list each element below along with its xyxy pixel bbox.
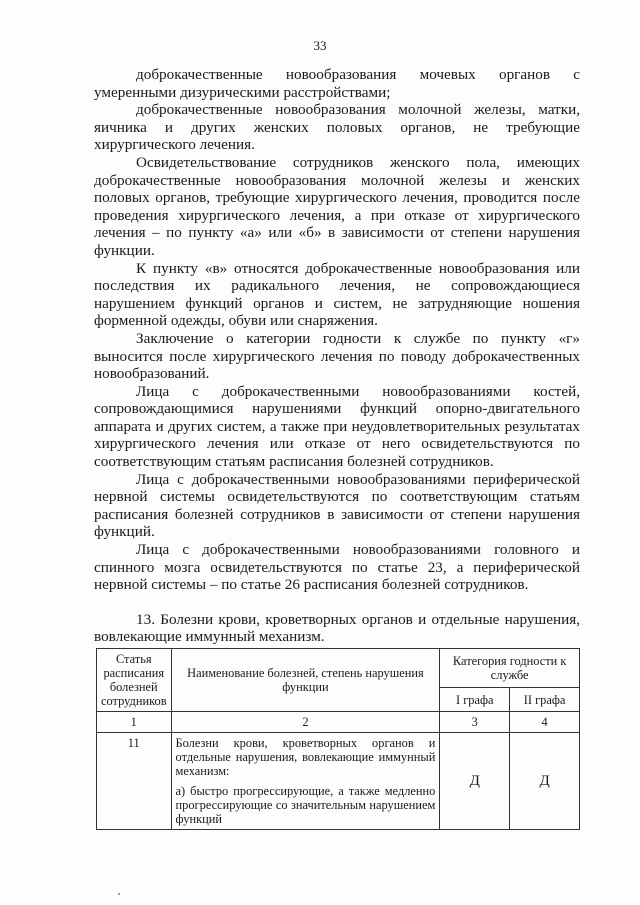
index-cell: 3: [440, 712, 510, 733]
index-cell: 4: [510, 712, 580, 733]
index-cell: 1: [97, 712, 172, 733]
scan-speck: [118, 893, 120, 895]
paragraph: Лица с доброкачественными новообразованиями периферической нервной системы освидетельствуются по соответствующим статьям расписания болезней сотрудников в зависимости от степени нарушения функций.: [94, 470, 580, 541]
header-category: Категория годности к службе: [440, 649, 580, 688]
header-disease-name: Наименование болезней, степень нарушения функции: [171, 649, 440, 712]
header-column-1: I графа: [440, 688, 510, 712]
paragraph: доброкачественные новообразования молочной железы, матки, яичника и других женских половых органов, не требующие хирургического лечения.: [94, 101, 580, 154]
page-number: 33: [313, 38, 327, 53]
row-category-2: Д: [510, 733, 580, 830]
section-heading: 13. Болезни крови, кроветворных органов и отдельные нарушения, вовлекающие иммунный механизм.: [94, 610, 580, 646]
table-row: [97, 733, 580, 830]
row-article: 11: [97, 733, 172, 830]
paragraph: Лица с доброкачественными новообразованиями головного и спинного мозга освидетельствуются по статье 23, а периферической нервной системы – по статье 26 расписания болезней сотрудников.: [94, 541, 580, 594]
document-body: [94, 66, 580, 646]
paragraph: Освидетельствование сотрудников женского пола, имеющих доброкачественные новообразования молочной железы и женских половых органов, требующие хирургического лечения, проводится после проведения хирургического лечения, а при отказе от хирургического лечения – по пункту «а» или «б» в зависимости от степени нарушения функции.: [94, 153, 580, 259]
paragraph: доброкачественные новообразования мочевых органов с умеренными дизурическими расстройствами;: [94, 66, 580, 101]
table-index-row: [97, 712, 580, 733]
row-disease-name: [171, 733, 440, 830]
header-column-2: II графа: [510, 688, 580, 712]
row-category-1: Д: [440, 733, 510, 830]
table-header-row: [97, 649, 580, 688]
paragraph: К пункту «в» относятся доброкачественные новообразования или последствия их радикального лечения, не сопровождающиеся нарушением функций органов и систем, не затрудняющие ношения форменной одежды, обуви или снаряжения.: [94, 259, 580, 330]
paragraph: Заключение о категории годности к службе по пункту «г» выносится после хирургического лечения по поводу доброкачественных новообразований.: [94, 329, 580, 383]
disease-table: [96, 648, 580, 830]
row-name-intro: Болезни крови, кроветворных органов и отдельные нарушения, вовлекающие иммунный механизм:: [175, 736, 436, 778]
header-article: Статья расписания болезней сотрудников: [97, 649, 172, 712]
index-cell: 2: [171, 712, 440, 733]
row-name-item-a: а) быстро прогрессирующие, а также медленно прогрессирующие со значительным нарушением функций: [175, 784, 436, 826]
paragraph: Лица с доброкачественными новообразованиями костей, сопровождающимися нарушениями функций опорно-двигательного аппарата и других систем, а также при неудовлетворительных результатах хирургического лечения или отказе от него освидетельствуются по соответствующим статьям расписания болезней сотрудников.: [94, 382, 580, 471]
